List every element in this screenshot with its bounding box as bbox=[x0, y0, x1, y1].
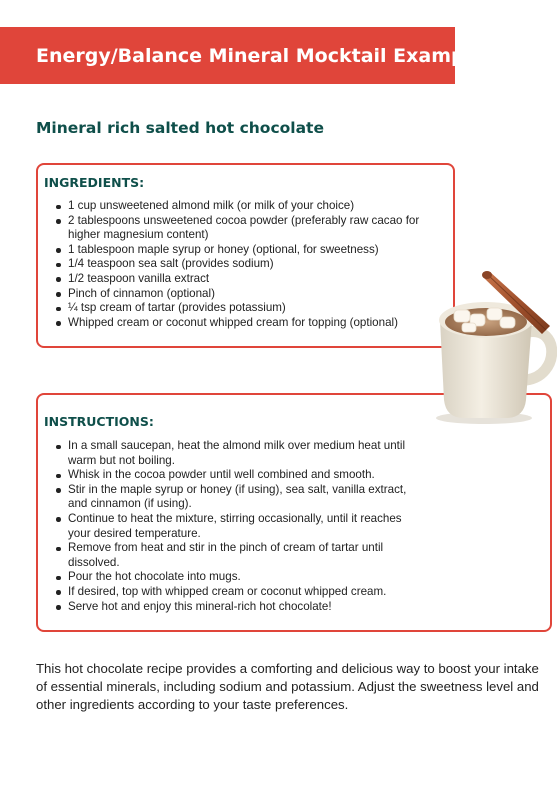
instruction-step: Pour the hot chocolate into mugs. bbox=[54, 570, 424, 585]
instructions-box bbox=[36, 393, 552, 632]
instructions-list bbox=[54, 439, 424, 614]
instruction-step: Whisk in the cocoa powder until well combined and smooth. bbox=[54, 468, 424, 483]
ingredients-heading: INGREDIENTS: bbox=[44, 175, 145, 190]
instruction-step: Serve hot and enjoy this mineral-rich hot chocolate! bbox=[54, 600, 424, 615]
ingredient-item: 1/4 teaspoon sea salt (provides sodium) bbox=[54, 257, 424, 272]
recipe-title: Mineral rich salted hot chocolate bbox=[36, 119, 324, 137]
ingredient-item: ¼ tsp cream of tartar (provides potassium) bbox=[54, 301, 424, 316]
ingredient-item: 1 tablespoon maple syrup or honey (optional, for sweetness) bbox=[54, 243, 424, 258]
ingredient-item: Pinch of cinnamon (optional) bbox=[54, 287, 424, 302]
hot-chocolate-mug-illustration bbox=[432, 268, 557, 428]
instruction-step: Continue to heat the mixture, stirring occasionally, until it reaches your desired temperature. bbox=[54, 512, 424, 541]
instruction-step: In a small saucepan, heat the almond milk over medium heat until warm but not boiling. bbox=[54, 439, 424, 468]
ingredient-item: 1/2 teaspoon vanilla extract bbox=[54, 272, 424, 287]
ingredient-item: 2 tablespoons unsweetened cocoa powder (preferably raw cacao for higher magnesium content) bbox=[54, 214, 424, 243]
page-title: Energy/Balance Mineral Mocktail Example: bbox=[36, 44, 492, 67]
instruction-step: Stir in the maple syrup or honey (if using), sea salt, vanilla extract, and cinnamon (if using). bbox=[54, 483, 424, 512]
instruction-step: Remove from heat and stir in the pinch of cream of tartar until dissolved. bbox=[54, 541, 424, 570]
title-banner bbox=[0, 27, 492, 84]
closing-paragraph: This hot chocolate recipe provides a comforting and delicious way to boost your intake of essential minerals, including sodium and potassium. Adjust the sweetness level and other ingredients according to your taste preferences. bbox=[36, 661, 539, 712]
hot-chocolate-image bbox=[432, 268, 557, 428]
instruction-step: If desired, top with whipped cream or coconut whipped cream. bbox=[54, 585, 424, 600]
ingredient-item: Whipped cream or coconut whipped cream for topping (optional) bbox=[54, 316, 424, 331]
ingredients-list bbox=[54, 199, 424, 330]
ingredient-item: 1 cup unsweetened almond milk (or milk of your choice) bbox=[54, 199, 424, 214]
ingredients-box bbox=[36, 163, 455, 348]
instructions-heading: INSTRUCTIONS: bbox=[44, 414, 154, 429]
